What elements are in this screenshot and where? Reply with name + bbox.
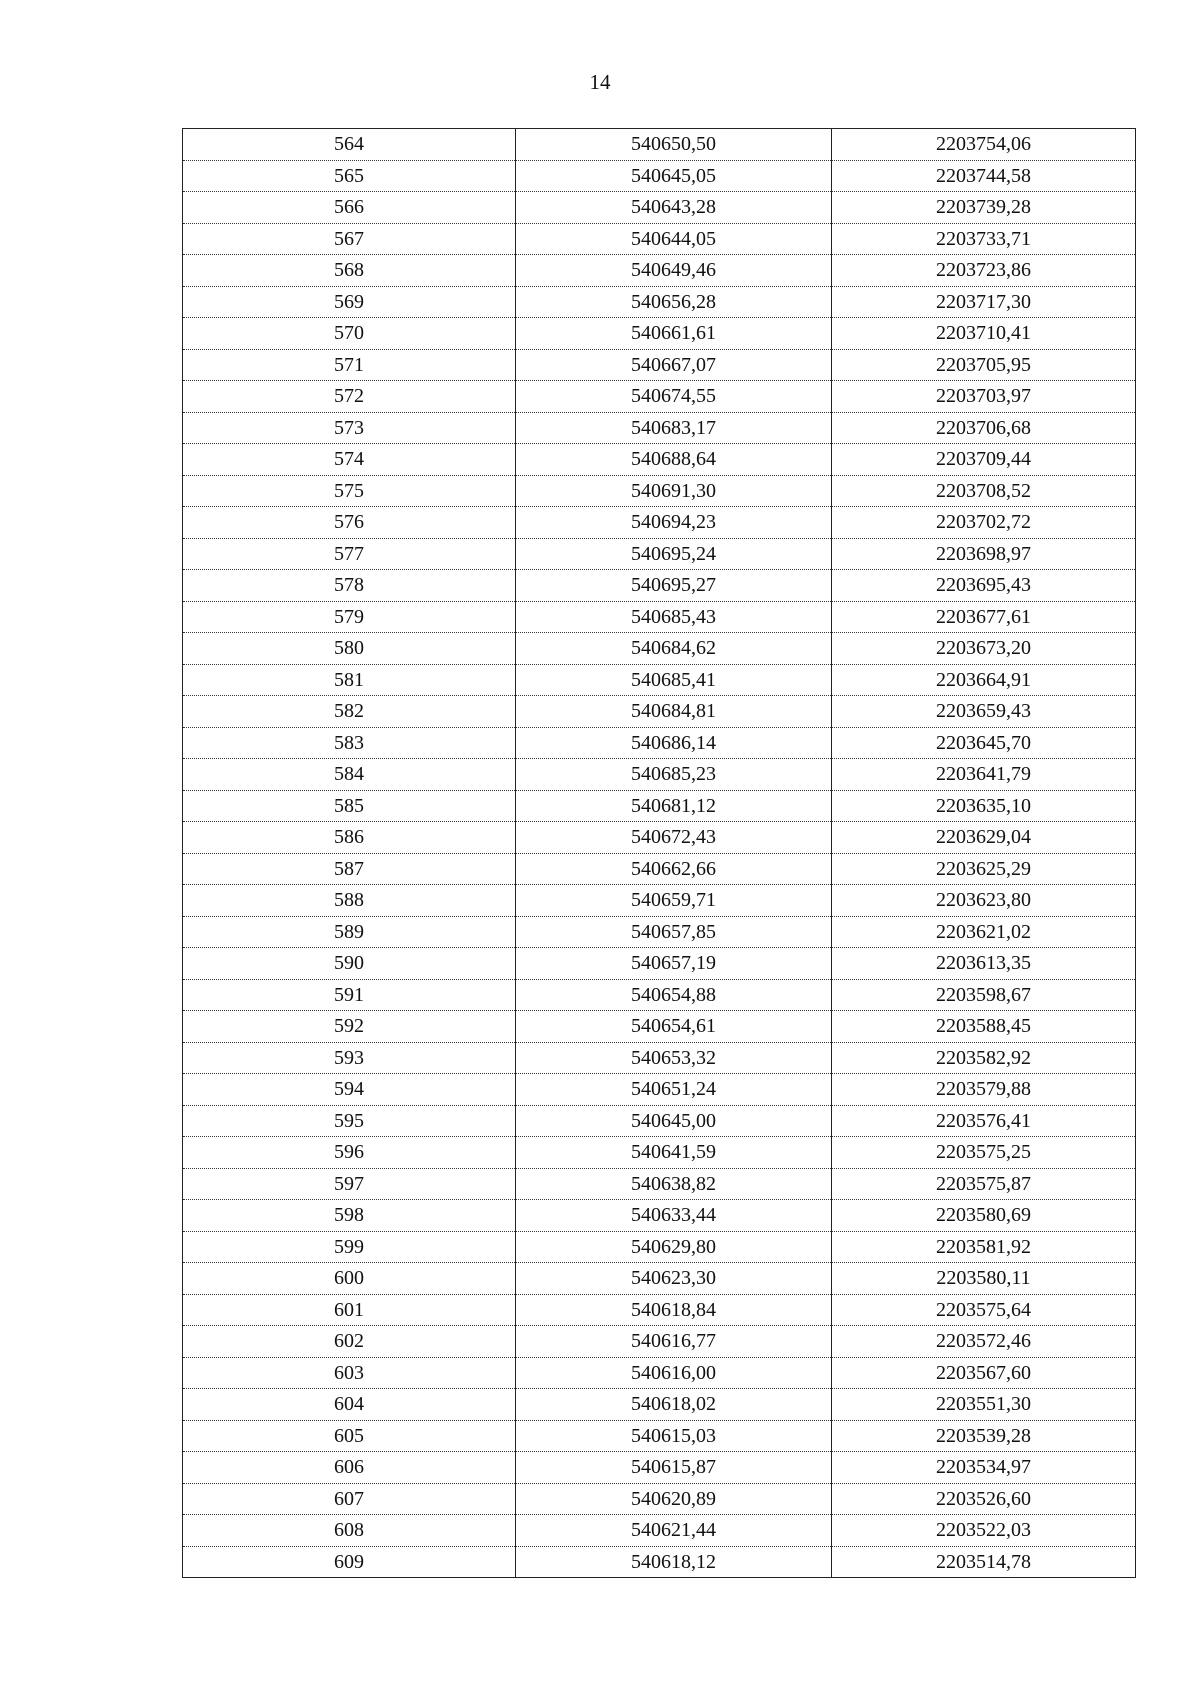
point-number-cell: 588: [183, 885, 516, 917]
point-number-cell: 579: [183, 601, 516, 633]
point-number-cell: 606: [183, 1452, 516, 1484]
x-coordinate-cell: 540657,85: [516, 916, 832, 948]
table-row: [183, 885, 1136, 917]
y-coordinate-cell: 2203664,91: [832, 664, 1136, 696]
point-number-cell: 607: [183, 1483, 516, 1515]
y-coordinate-cell: 2203526,60: [832, 1483, 1136, 1515]
y-coordinate-cell: 2203744,58: [832, 160, 1136, 192]
x-coordinate-cell: 540618,12: [516, 1546, 832, 1578]
x-coordinate-cell: 540661,61: [516, 318, 832, 350]
table-row: [183, 1357, 1136, 1389]
point-number-cell: 585: [183, 790, 516, 822]
point-number-cell: 587: [183, 853, 516, 885]
table-row: [183, 1231, 1136, 1263]
coordinates-table-body: [183, 129, 1136, 1578]
table-row: [183, 1105, 1136, 1137]
point-number-cell: 572: [183, 381, 516, 413]
x-coordinate-cell: 540688,64: [516, 444, 832, 476]
x-coordinate-cell: 540672,43: [516, 822, 832, 854]
y-coordinate-cell: 2203581,92: [832, 1231, 1136, 1263]
table-row: [183, 538, 1136, 570]
x-coordinate-cell: 540657,19: [516, 948, 832, 980]
y-coordinate-cell: 2203708,52: [832, 475, 1136, 507]
table-row: [183, 160, 1136, 192]
point-number-cell: 577: [183, 538, 516, 570]
y-coordinate-cell: 2203705,95: [832, 349, 1136, 381]
table-row: [183, 822, 1136, 854]
x-coordinate-cell: 540684,62: [516, 633, 832, 665]
y-coordinate-cell: 2203588,45: [832, 1011, 1136, 1043]
y-coordinate-cell: 2203723,86: [832, 255, 1136, 287]
table-row: [183, 286, 1136, 318]
y-coordinate-cell: 2203613,35: [832, 948, 1136, 980]
y-coordinate-cell: 2203551,30: [832, 1389, 1136, 1421]
table-row: [183, 633, 1136, 665]
x-coordinate-cell: 540645,05: [516, 160, 832, 192]
point-number-cell: 570: [183, 318, 516, 350]
x-coordinate-cell: 540654,61: [516, 1011, 832, 1043]
point-number-cell: 603: [183, 1357, 516, 1389]
table-row: [183, 1074, 1136, 1106]
table-row: [183, 1263, 1136, 1295]
point-number-cell: 583: [183, 727, 516, 759]
table-row: [183, 790, 1136, 822]
y-coordinate-cell: 2203659,43: [832, 696, 1136, 728]
table-row: [183, 1326, 1136, 1358]
x-coordinate-cell: 540618,02: [516, 1389, 832, 1421]
point-number-cell: 598: [183, 1200, 516, 1232]
point-number-cell: 595: [183, 1105, 516, 1137]
y-coordinate-cell: 2203645,70: [832, 727, 1136, 759]
y-coordinate-cell: 2203709,44: [832, 444, 1136, 476]
table-row: [183, 1452, 1136, 1484]
point-number-cell: 580: [183, 633, 516, 665]
point-number-cell: 569: [183, 286, 516, 318]
point-number-cell: 602: [183, 1326, 516, 1358]
point-number-cell: 566: [183, 192, 516, 224]
y-coordinate-cell: 2203623,80: [832, 885, 1136, 917]
x-coordinate-cell: 540651,24: [516, 1074, 832, 1106]
x-coordinate-cell: 540615,03: [516, 1420, 832, 1452]
x-coordinate-cell: 540691,30: [516, 475, 832, 507]
y-coordinate-cell: 2203677,61: [832, 601, 1136, 633]
x-coordinate-cell: 540654,88: [516, 979, 832, 1011]
table-row: [183, 853, 1136, 885]
table-row: [183, 507, 1136, 539]
x-coordinate-cell: 540615,87: [516, 1452, 832, 1484]
table-row: [183, 759, 1136, 791]
y-coordinate-cell: 2203733,71: [832, 223, 1136, 255]
table-row: [183, 1294, 1136, 1326]
table-row: [183, 1168, 1136, 1200]
y-coordinate-cell: 2203703,97: [832, 381, 1136, 413]
x-coordinate-cell: 540623,30: [516, 1263, 832, 1295]
y-coordinate-cell: 2203572,46: [832, 1326, 1136, 1358]
y-coordinate-cell: 2203635,10: [832, 790, 1136, 822]
table-row: [183, 475, 1136, 507]
point-number-cell: 597: [183, 1168, 516, 1200]
table-row: [183, 916, 1136, 948]
x-coordinate-cell: 540638,82: [516, 1168, 832, 1200]
x-coordinate-cell: 540645,00: [516, 1105, 832, 1137]
point-number-cell: 599: [183, 1231, 516, 1263]
y-coordinate-cell: 2203695,43: [832, 570, 1136, 602]
y-coordinate-cell: 2203625,29: [832, 853, 1136, 885]
point-number-cell: 565: [183, 160, 516, 192]
x-coordinate-cell: 540694,23: [516, 507, 832, 539]
table-row: [183, 381, 1136, 413]
y-coordinate-cell: 2203739,28: [832, 192, 1136, 224]
point-number-cell: 581: [183, 664, 516, 696]
page-number: 14: [589, 70, 611, 94]
x-coordinate-cell: 540683,17: [516, 412, 832, 444]
table-row: [183, 1011, 1136, 1043]
point-number-cell: 594: [183, 1074, 516, 1106]
x-coordinate-cell: 540629,80: [516, 1231, 832, 1263]
y-coordinate-cell: 2203717,30: [832, 286, 1136, 318]
y-coordinate-cell: 2203539,28: [832, 1420, 1136, 1452]
x-coordinate-cell: 540684,81: [516, 696, 832, 728]
point-number-cell: 590: [183, 948, 516, 980]
x-coordinate-cell: 540621,44: [516, 1515, 832, 1547]
point-number-cell: 575: [183, 475, 516, 507]
y-coordinate-cell: 2203582,92: [832, 1042, 1136, 1074]
point-number-cell: 571: [183, 349, 516, 381]
y-coordinate-cell: 2203522,03: [832, 1515, 1136, 1547]
point-number-cell: 591: [183, 979, 516, 1011]
table-row: [183, 948, 1136, 980]
y-coordinate-cell: 2203754,06: [832, 129, 1136, 161]
x-coordinate-cell: 540667,07: [516, 349, 832, 381]
table-row: [183, 1042, 1136, 1074]
x-coordinate-cell: 540616,00: [516, 1357, 832, 1389]
table-row: [183, 318, 1136, 350]
x-coordinate-cell: 540686,14: [516, 727, 832, 759]
point-number-cell: 582: [183, 696, 516, 728]
point-number-cell: 592: [183, 1011, 516, 1043]
point-number-cell: 576: [183, 507, 516, 539]
y-coordinate-cell: 2203534,97: [832, 1452, 1136, 1484]
x-coordinate-cell: 540685,23: [516, 759, 832, 791]
y-coordinate-cell: 2203567,60: [832, 1357, 1136, 1389]
x-coordinate-cell: 540618,84: [516, 1294, 832, 1326]
point-number-cell: 573: [183, 412, 516, 444]
table-row: [183, 444, 1136, 476]
x-coordinate-cell: 540659,71: [516, 885, 832, 917]
y-coordinate-cell: 2203598,67: [832, 979, 1136, 1011]
x-coordinate-cell: 540662,66: [516, 853, 832, 885]
table-row: [183, 1546, 1136, 1578]
x-coordinate-cell: 540641,59: [516, 1137, 832, 1169]
table-row: [183, 412, 1136, 444]
x-coordinate-cell: 540695,24: [516, 538, 832, 570]
y-coordinate-cell: 2203706,68: [832, 412, 1136, 444]
y-coordinate-cell: 2203673,20: [832, 633, 1136, 665]
point-number-cell: 574: [183, 444, 516, 476]
table-row: [183, 192, 1136, 224]
x-coordinate-cell: 540685,41: [516, 664, 832, 696]
table-row: [183, 1137, 1136, 1169]
y-coordinate-cell: 2203621,02: [832, 916, 1136, 948]
y-coordinate-cell: 2203580,11: [832, 1263, 1136, 1295]
x-coordinate-cell: 540643,28: [516, 192, 832, 224]
x-coordinate-cell: 540656,28: [516, 286, 832, 318]
point-number-cell: 593: [183, 1042, 516, 1074]
x-coordinate-cell: 540649,46: [516, 255, 832, 287]
y-coordinate-cell: 2203575,64: [832, 1294, 1136, 1326]
y-coordinate-cell: 2203580,69: [832, 1200, 1136, 1232]
y-coordinate-cell: 2203702,72: [832, 507, 1136, 539]
x-coordinate-cell: 540616,77: [516, 1326, 832, 1358]
table-row: [183, 223, 1136, 255]
table-row: [183, 1420, 1136, 1452]
table-row: [183, 255, 1136, 287]
x-coordinate-cell: 540633,44: [516, 1200, 832, 1232]
x-coordinate-cell: 540695,27: [516, 570, 832, 602]
x-coordinate-cell: 540644,05: [516, 223, 832, 255]
point-number-cell: 605: [183, 1420, 516, 1452]
point-number-cell: 584: [183, 759, 516, 791]
point-number-cell: 601: [183, 1294, 516, 1326]
point-number-cell: 589: [183, 916, 516, 948]
point-number-cell: 608: [183, 1515, 516, 1547]
table-row: [183, 349, 1136, 381]
y-coordinate-cell: 2203575,25: [832, 1137, 1136, 1169]
table-row: [183, 1515, 1136, 1547]
point-number-cell: 578: [183, 570, 516, 602]
table-row: [183, 570, 1136, 602]
y-coordinate-cell: 2203514,78: [832, 1546, 1136, 1578]
x-coordinate-cell: 540650,50: [516, 129, 832, 161]
y-coordinate-cell: 2203575,87: [832, 1168, 1136, 1200]
point-number-cell: 609: [183, 1546, 516, 1578]
table-row: [183, 664, 1136, 696]
table-row: [183, 129, 1136, 161]
point-number-cell: 568: [183, 255, 516, 287]
table-row: [183, 979, 1136, 1011]
table-row: [183, 1200, 1136, 1232]
x-coordinate-cell: 540620,89: [516, 1483, 832, 1515]
point-number-cell: 596: [183, 1137, 516, 1169]
table-row: [183, 601, 1136, 633]
x-coordinate-cell: 540653,32: [516, 1042, 832, 1074]
x-coordinate-cell: 540685,43: [516, 601, 832, 633]
y-coordinate-cell: 2203710,41: [832, 318, 1136, 350]
point-number-cell: 600: [183, 1263, 516, 1295]
x-coordinate-cell: 540681,12: [516, 790, 832, 822]
table-row: [183, 696, 1136, 728]
point-number-cell: 586: [183, 822, 516, 854]
coordinates-table: [182, 128, 1136, 1578]
y-coordinate-cell: 2203629,04: [832, 822, 1136, 854]
point-number-cell: 564: [183, 129, 516, 161]
y-coordinate-cell: 2203641,79: [832, 759, 1136, 791]
y-coordinate-cell: 2203698,97: [832, 538, 1136, 570]
y-coordinate-cell: 2203579,88: [832, 1074, 1136, 1106]
y-coordinate-cell: 2203576,41: [832, 1105, 1136, 1137]
table-row: [183, 727, 1136, 759]
x-coordinate-cell: 540674,55: [516, 381, 832, 413]
point-number-cell: 567: [183, 223, 516, 255]
table-row: [183, 1389, 1136, 1421]
table-row: [183, 1483, 1136, 1515]
point-number-cell: 604: [183, 1389, 516, 1421]
